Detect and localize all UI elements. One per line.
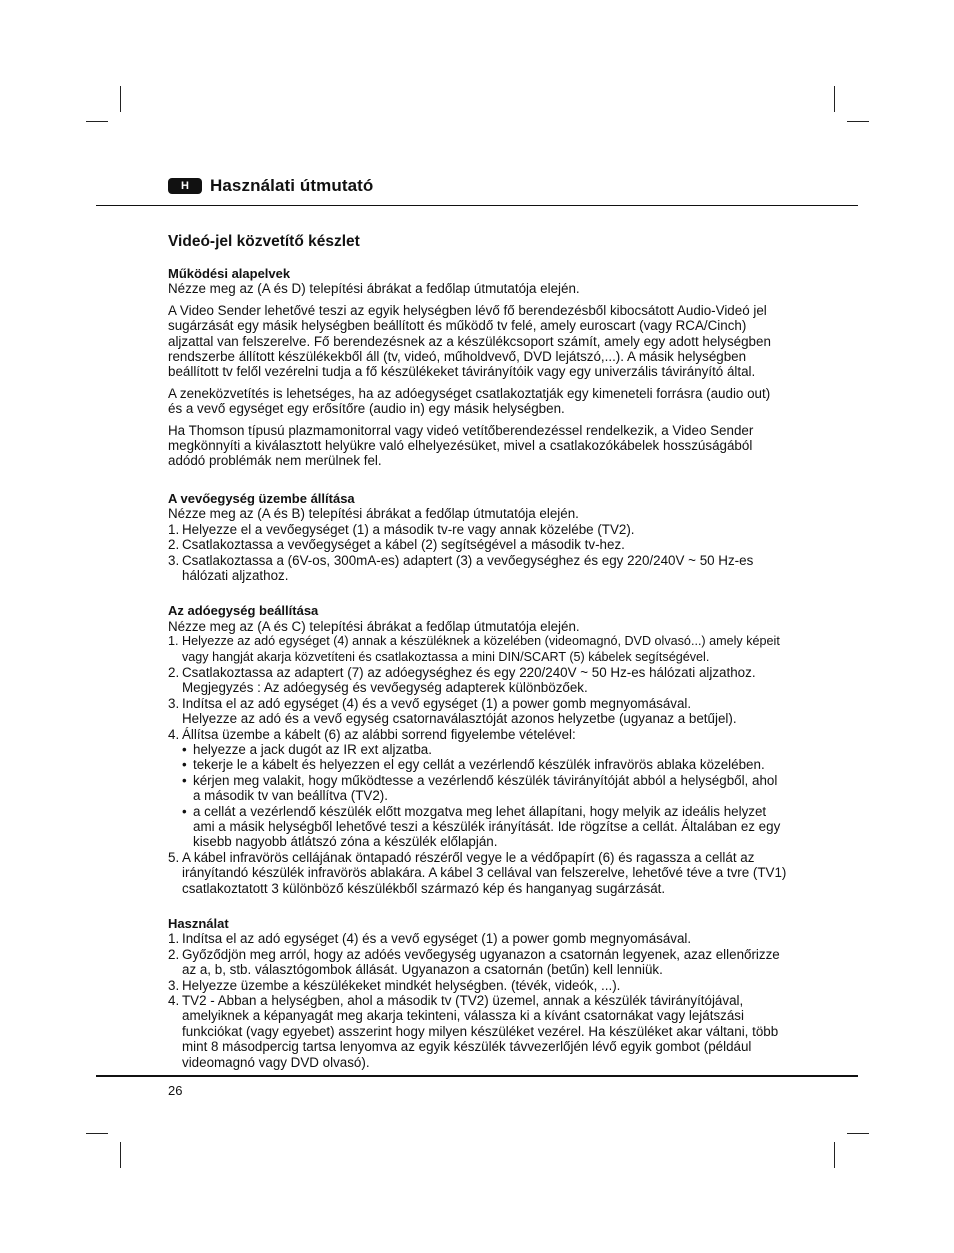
item-number: 3.	[168, 552, 180, 568]
page-number: 26	[168, 1083, 183, 1098]
list-item	[168, 537, 788, 552]
section-intro: Nézze meg az (A és C) telepítési ábrákat a fedőlap útmutatója elején.	[168, 618, 580, 634]
item-number: 4.	[168, 993, 180, 1009]
item-number: 2.	[168, 946, 180, 962]
item-text: Győződjön meg arról, hogy az adóés vevőegység ugyanazon a csatornán legyenek, azaz ellenőrizze az a, b, stb. választógombok állását. Ugyanazon a csatornán (betűn) kell lenniük.	[182, 946, 780, 978]
bullet-symbol: •	[182, 741, 187, 757]
item-number: 2.	[168, 537, 180, 553]
item-text: Állítsa üzembe a kábelt (6) az alábbi sorrend figyelembe vételével:	[182, 726, 576, 742]
numbered-list	[168, 931, 788, 1070]
section-transmitter-setup	[168, 603, 788, 896]
item-number: 5.	[168, 849, 180, 865]
section-heading: Használat	[168, 916, 229, 932]
item-number: 4.	[168, 726, 180, 742]
bullet-text: tekerje le a kábelt és helyezzen el egy cellát a vezérlendő készülék infravörös ablaka közelében.	[193, 757, 765, 773]
bullet-item	[182, 757, 788, 772]
paragraph: A Video Sender lehetővé teszi az egyik helységben lévő fő berendezésből kibocsátott Audio-Videó jel sugárzását egy másik helységben beállított és működő tv felé, amely euroscart (vagy RCA/Cinch) aljzattal van felszerelve. Fő berendezésnek az a készülékcsoport számít, amely egy adott helységben rendszerbe állított készülékekből áll (tv, videó, műholdvevő, DVD lejátszó,...). A másik helységben beállított tv felől vezérelni tudja a fő készülékeket távirányítóik vagy egy univerzális távirányító által.	[168, 302, 771, 380]
item-number: 1.	[168, 931, 180, 947]
list-item	[168, 665, 788, 696]
list-item	[168, 978, 788, 993]
crop-mark	[834, 1142, 835, 1168]
item-text: Helyezze az adó egységet (4) annak a készüléknek a közelében (videomagnó, DVD olvasó...) amely képeit vagy hangját akarja közvetíteni és csatlakoztassa a mini DIN/SCART (5) kábelek segítségével.	[182, 634, 780, 664]
section-principles	[168, 266, 788, 469]
list-item	[168, 522, 788, 537]
bullet-text: helyezze a jack dugót az IR ext aljzatba.	[193, 741, 432, 757]
numbered-list	[168, 634, 788, 896]
list-item	[168, 947, 788, 978]
item-number: 3.	[168, 695, 180, 711]
bullet-symbol: •	[182, 757, 187, 773]
item-text: Indítsa el az adó egységet (4) és a vevő egységet (1) a power gomb megnyomásával.	[182, 695, 692, 711]
bullet-item	[182, 773, 788, 804]
item-text: Helyezze üzembe a készülékeket mindkét helységben. (tévék, videók, ...).	[182, 977, 621, 993]
crop-mark	[120, 1142, 121, 1168]
list-item	[168, 553, 788, 584]
paragraph: Ha Thomson típusú plazmamonitorral vagy videó vetítőberendezéssel rendelkezik, a Video Sender megkönnyíti a kiválasztott helyükre való elhelyezésüket, mivel a csatlakozókábelek hosszúságából adódó problémák nem merülnek fel.	[168, 422, 754, 469]
paragraph: A zeneközvetítés is lehetséges, ha az adóegységet csatlakoztatják egy kimeneteli forrásra (audio out) és a vevő egységet egy erősítőre (audio in) egy másik helységben.	[168, 385, 771, 417]
crop-mark	[847, 1133, 869, 1134]
item-text: A kábel infravörös cellájának öntapadó részéről vegye le a védőpapírt (6) és ragassza a cellát az irányítandó készülék infravörös ablakára. A kábel 3 cellával van felszerelve, lehetővé téve a tvre (TV1) csatlakoztatott 3 különböző készülékből származó kép és hanganyag sugárzását.	[182, 849, 787, 896]
section-receiver-setup	[168, 491, 788, 583]
item-text: Csatlakoztassa a vevőegységet a kábel (2) segítségével a második tv-hez.	[182, 537, 625, 553]
page-header	[168, 176, 373, 196]
list-item	[168, 931, 788, 946]
footer-rule	[96, 1075, 858, 1077]
header-rule	[96, 205, 858, 206]
section-usage	[168, 916, 788, 1070]
list-item	[168, 850, 788, 896]
crop-mark	[86, 121, 108, 122]
bullet-item	[182, 742, 788, 757]
item-number: 2.	[168, 664, 180, 680]
bullet-list	[182, 742, 788, 850]
item-text: Indítsa el az adó egységet (4) és a vevő egységet (1) a power gomb megnyomásával.	[182, 931, 692, 947]
document-body	[168, 232, 788, 1070]
bullet-text: a cellát a vezérlendő készülék előtt mozgatva meg lehet állapítani, hogy melyik az ideális helyzet ami a másik helységből lehetővé teszi a készülék irányítását. Ide rögzítse a cellát. Általában ez egy kisebb nagyobb átlátszó zóna a készülék előlapján.	[193, 803, 781, 850]
item-number: 1.	[168, 634, 179, 649]
item-text: Helyezze el a vevőegységet (1) a második tv-re vagy annak közelébe (TV2).	[182, 521, 635, 537]
list-item	[168, 634, 788, 665]
section-heading: Működési alapelvek	[168, 266, 291, 281]
item-text: Csatlakoztassa a (6V-os, 300mA-es) adaptert (3) a vevőegységhez és egy 220/240V ~ 50 Hz-es hálózati aljzathoz.	[182, 552, 754, 583]
crop-mark	[834, 86, 835, 112]
item-extra: Helyezze az adó és a vevő egység csatornaválasztóját azonos helyzetbe (ugyanaz a betűjel).	[182, 711, 737, 727]
bullet-symbol: •	[182, 803, 187, 819]
bullet-item	[182, 804, 788, 850]
item-text: TV2 - Abban a helységben, ahol a második tv (TV2) üzemel, annak a készülék távirányítójával, amelyiknek a képanyagát meg akarja tekinteni, válassza ki a kívánt csatornákat vagy lejátszási funkciókat (vagy egyebet) asszerint hogy milyen készüléket vezérel. Ha készüléket akar váltani, több mint 8 másodpercig tartsa lenyomva az egyik készülék távvezerlőjén lévő egyik gombot (például videomagnó vagy DVD olvasó).	[182, 993, 779, 1070]
item-note: Megjegyzés : Az adóegység és vevőegység adapterek különbözőek.	[182, 680, 588, 696]
crop-mark	[847, 121, 869, 122]
crop-mark	[86, 1133, 108, 1134]
section-heading: A vevőegység üzembe állítása	[168, 490, 355, 506]
item-number: 1.	[168, 521, 180, 537]
section-heading: Az adóegység beállítása	[168, 603, 319, 619]
language-badge: H	[168, 178, 202, 194]
section-intro: Nézze meg az (A és B) telepítési ábrákat a fedőlap útmutatója elején.	[168, 506, 579, 522]
numbered-list	[168, 522, 788, 584]
list-item	[168, 727, 788, 850]
list-item	[168, 993, 788, 1070]
bullet-symbol: •	[182, 772, 187, 788]
item-text: Csatlakoztassa az adaptert (7) az adóegységhez és egy 220/240V ~ 50 Hz-es hálózati aljzathoz.	[182, 664, 756, 680]
document-title: Videó-jel közvetítő készlet	[168, 233, 360, 250]
section-intro: Nézze meg az (A és D) telepítési ábrákat a fedőlap útmutatója elején.	[168, 281, 580, 297]
crop-mark	[120, 86, 121, 112]
header-title: Használati útmutató	[210, 176, 374, 195]
bullet-text: kérjen meg valakit, hogy működtesse a vezérlendő készülék távirányítóját abból a helységből, ahol a második tv van beállítva (TV2).	[193, 772, 778, 804]
list-item	[168, 696, 788, 727]
item-number: 3.	[168, 977, 180, 993]
